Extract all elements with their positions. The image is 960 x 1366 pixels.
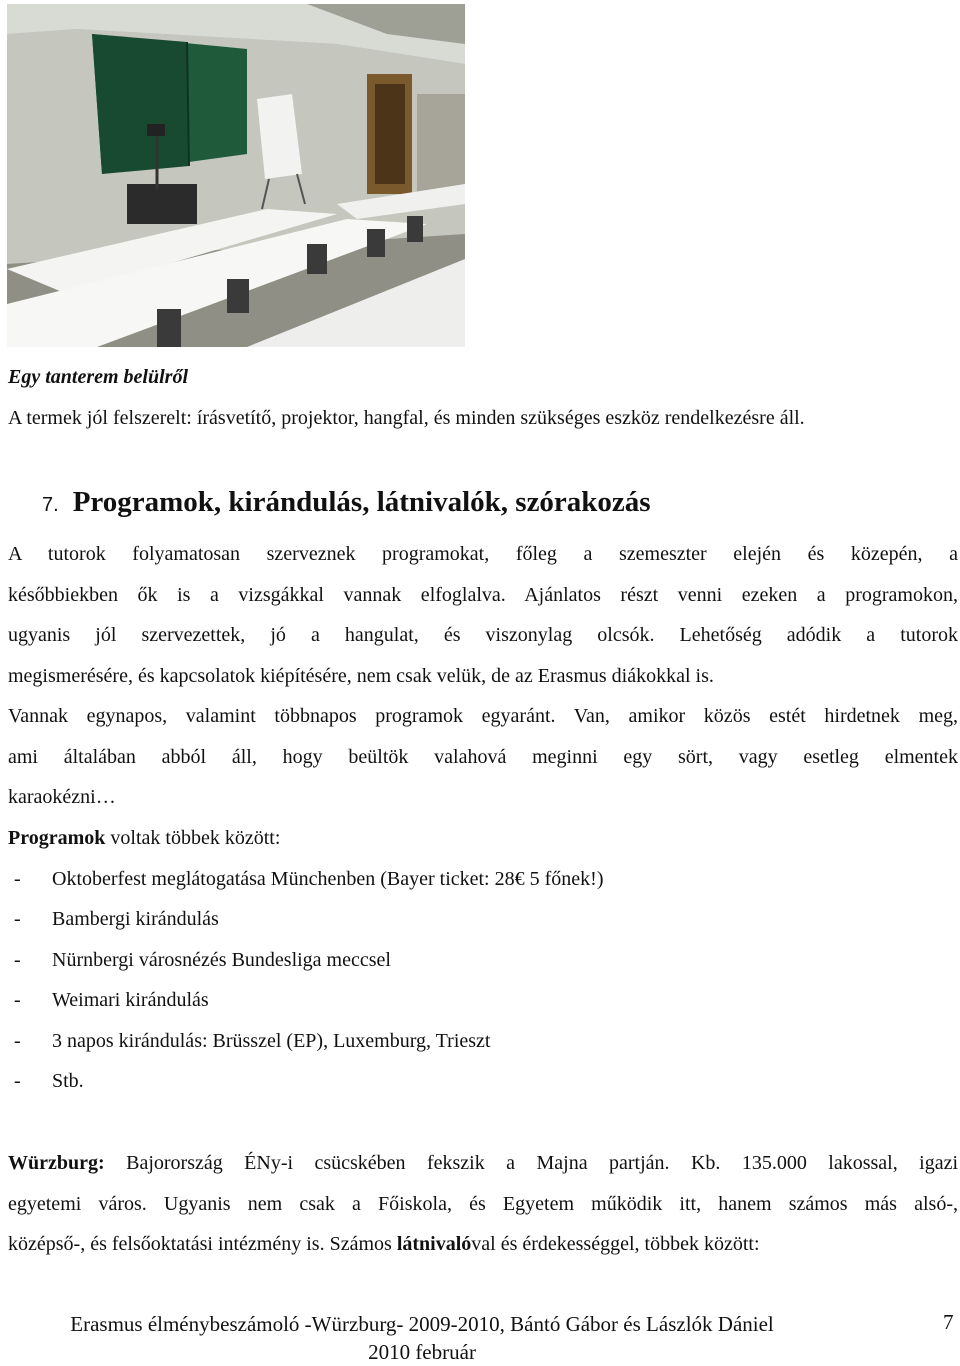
list-dash: - (14, 1070, 21, 1092)
wurzburg-line3-a: középső-, és felsőoktatási intézmény is. Számos (8, 1233, 397, 1255)
paragraph-line: ugyanis jól szervezettek, jó a hangulat, és viszonylag olcsók. Lehetőség adódik a tutorok (8, 624, 958, 646)
programs-label: Programok (8, 827, 106, 849)
list-dash: - (14, 908, 21, 930)
paragraph-line: Vannak egynapos, valamint többnapos programok egyaránt. Van, amikor közös estét hirdetnek meg, (8, 705, 958, 727)
section-heading (42, 486, 651, 519)
list-dash: - (14, 949, 21, 971)
list-dash: - (14, 989, 21, 1011)
list-item: Bambergi kirándulás (52, 908, 219, 930)
classroom-photo-drawing (7, 4, 465, 347)
list-item: Stb. (52, 1070, 84, 1092)
paragraph-line: későbbiekben ők is a vizsgákkal vannak elfoglalva. Ajánlatos részt venni ezeken a programokon, (8, 584, 958, 606)
page-number: 7 (943, 1310, 954, 1334)
paragraph-line: karaokézni… (8, 786, 116, 808)
section-title: Programok, kirándulás, látnivalók, szórakozás (72, 486, 651, 518)
wurzburg-line (8, 1152, 958, 1175)
wurzburg-line2: egyetemi város. Ugyanis nem csak a Főiskola, és Egyetem működik itt, hanem számos más alsó-, (8, 1193, 958, 1215)
wurzburg-line1: Bajorország ÉNy-i csücskében fekszik a Majna partján. Kb. 135.000 lakossal, igazi (104, 1152, 958, 1174)
paragraph-line: A tutorok folyamatosan szerveznek programokat, főleg a szemeszter elején és közepén, a (8, 543, 958, 565)
wurzburg-line3 (8, 1233, 760, 1256)
footer-line2: 2010 február (368, 1340, 476, 1364)
paragraph-line: ami általában abból áll, hogy beültök valahová meginni egy sört, vagy esetleg elmentek (8, 746, 958, 768)
programs-intro (8, 827, 280, 850)
list-dash: - (14, 868, 21, 890)
list-item: Nürnbergi városnézés Bundesliga meccsel (52, 949, 391, 971)
classroom-photo (7, 4, 465, 347)
intro-line: A termek jól felszerelt: írásvetítő, projektor, hangfal, és minden szükséges eszköz rendelkezésre áll. (8, 407, 805, 429)
programs-rest: voltak többek között: (105, 827, 281, 849)
paragraph-line: megismerésére, és kapcsolatok kiépítésére, nem csak velük, de az Erasmus diákokkal is. (8, 665, 714, 687)
page-footer (27, 1310, 817, 1366)
wurzburg-line3-bold: látnivaló (396, 1233, 472, 1255)
list-item: 3 napos kirándulás: Brüsszel (EP), Luxemburg, Trieszt (52, 1030, 491, 1052)
wurzburg-line3-b: val és érdekességgel, többek között: (471, 1233, 760, 1255)
footer-line1: Erasmus élménybeszámoló -Würzburg- 2009-2010, Bántó Gábor és Lászlók Dániel (70, 1312, 774, 1336)
list-dash: - (14, 1030, 21, 1052)
photo-caption: Egy tanterem belülről (8, 366, 188, 388)
list-item: Weimari kirándulás (52, 989, 209, 1011)
section-number: 7. (42, 494, 59, 516)
list-item: Oktoberfest meglátogatása Münchenben (Bayer ticket: 28€ 5 főnek!) (52, 868, 604, 890)
wurzburg-label: Würzburg: (8, 1152, 105, 1174)
